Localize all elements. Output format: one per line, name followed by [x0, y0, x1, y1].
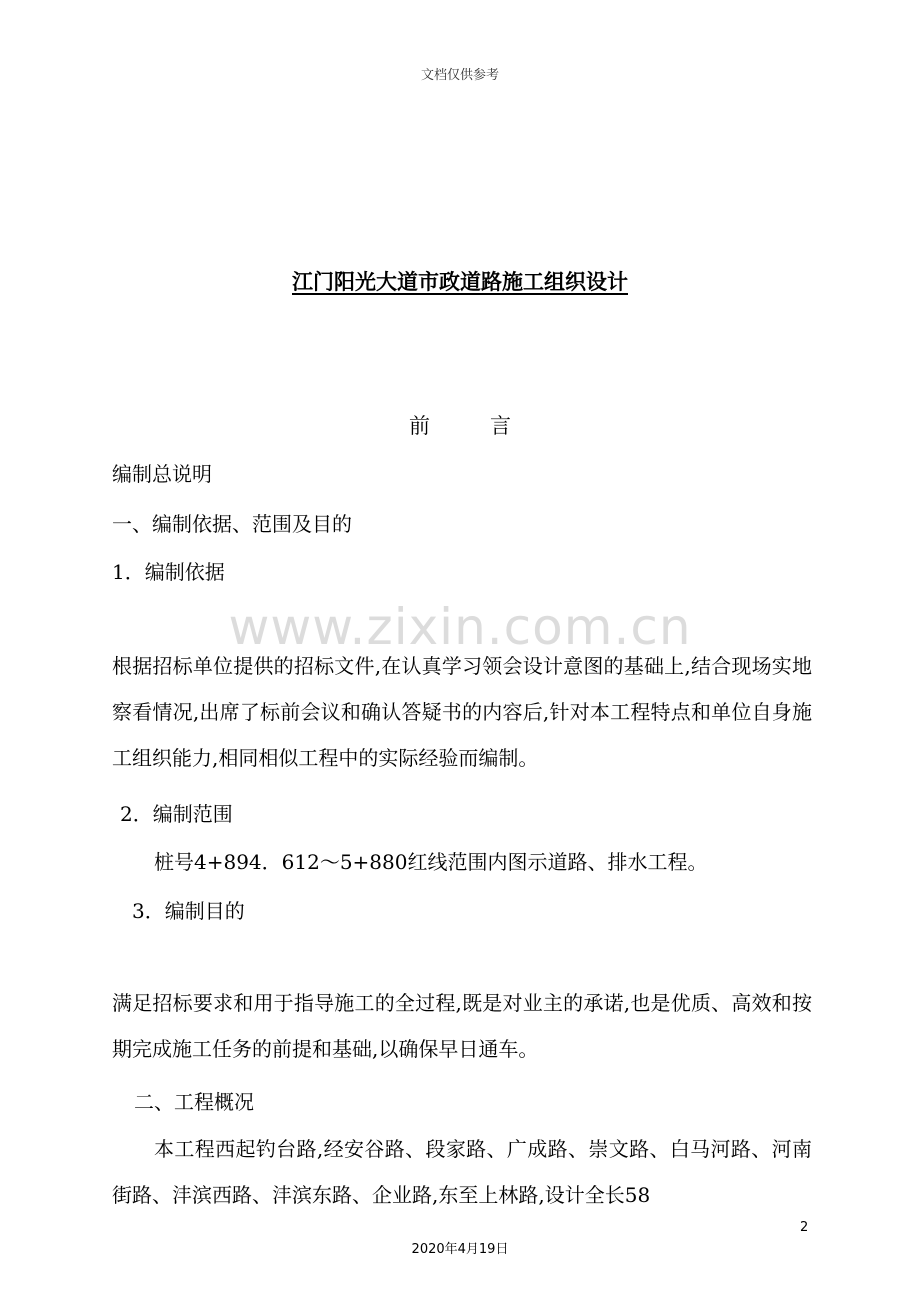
preface-heading: 前言 — [409, 414, 571, 438]
section2-heading: 二、工程概况 — [134, 1090, 254, 1114]
footer-date: 2020年4月19日 — [411, 1242, 509, 1257]
sub2-heading: 2．编制范围 — [120, 802, 233, 826]
watermark: www.zixin.com.cn — [228, 598, 692, 656]
sub2-paragraph: 桩号4+894．612～5+880红线范围内图示道路、排水工程。 — [154, 850, 708, 874]
sub3-heading: 3．编制目的 — [132, 899, 245, 923]
section2-paragraph: 本工程西起钓台路,经安谷路、段家路、广成路、崇文路、白马河路、河南街路、沣滨西路、沣滨东路、企业路,东至上林路,设计全长58 — [112, 1137, 812, 1207]
sub3-paragraph: 满足招标要求和用于指导施工的全过程,既是对业主的承诺,也是优质、高效和按期完成施工任务的前提和基础,以确保早日通车。 — [112, 991, 812, 1061]
document-title: 江门阳光大道市政道路施工组织设计 — [292, 270, 628, 294]
sub1-heading: 1．编制依据 — [112, 560, 225, 584]
sub1-paragraph: 根据招标单位提供的招标文件,在认真学习领会设计意图的基础上,结合现场实地察看情况,出席了标前会议和确认答疑书的内容后,针对本工程特点和单位自身施工组织能力,相同相似工程中的实际经验而编制。 — [112, 654, 812, 770]
section1-heading: 一、编制依据、范围及目的 — [112, 512, 352, 536]
overview-heading: 编制总说明 — [112, 462, 212, 486]
page-number: 2 — [800, 1220, 809, 1235]
page-header: 文档仅供参考 — [420, 68, 499, 83]
